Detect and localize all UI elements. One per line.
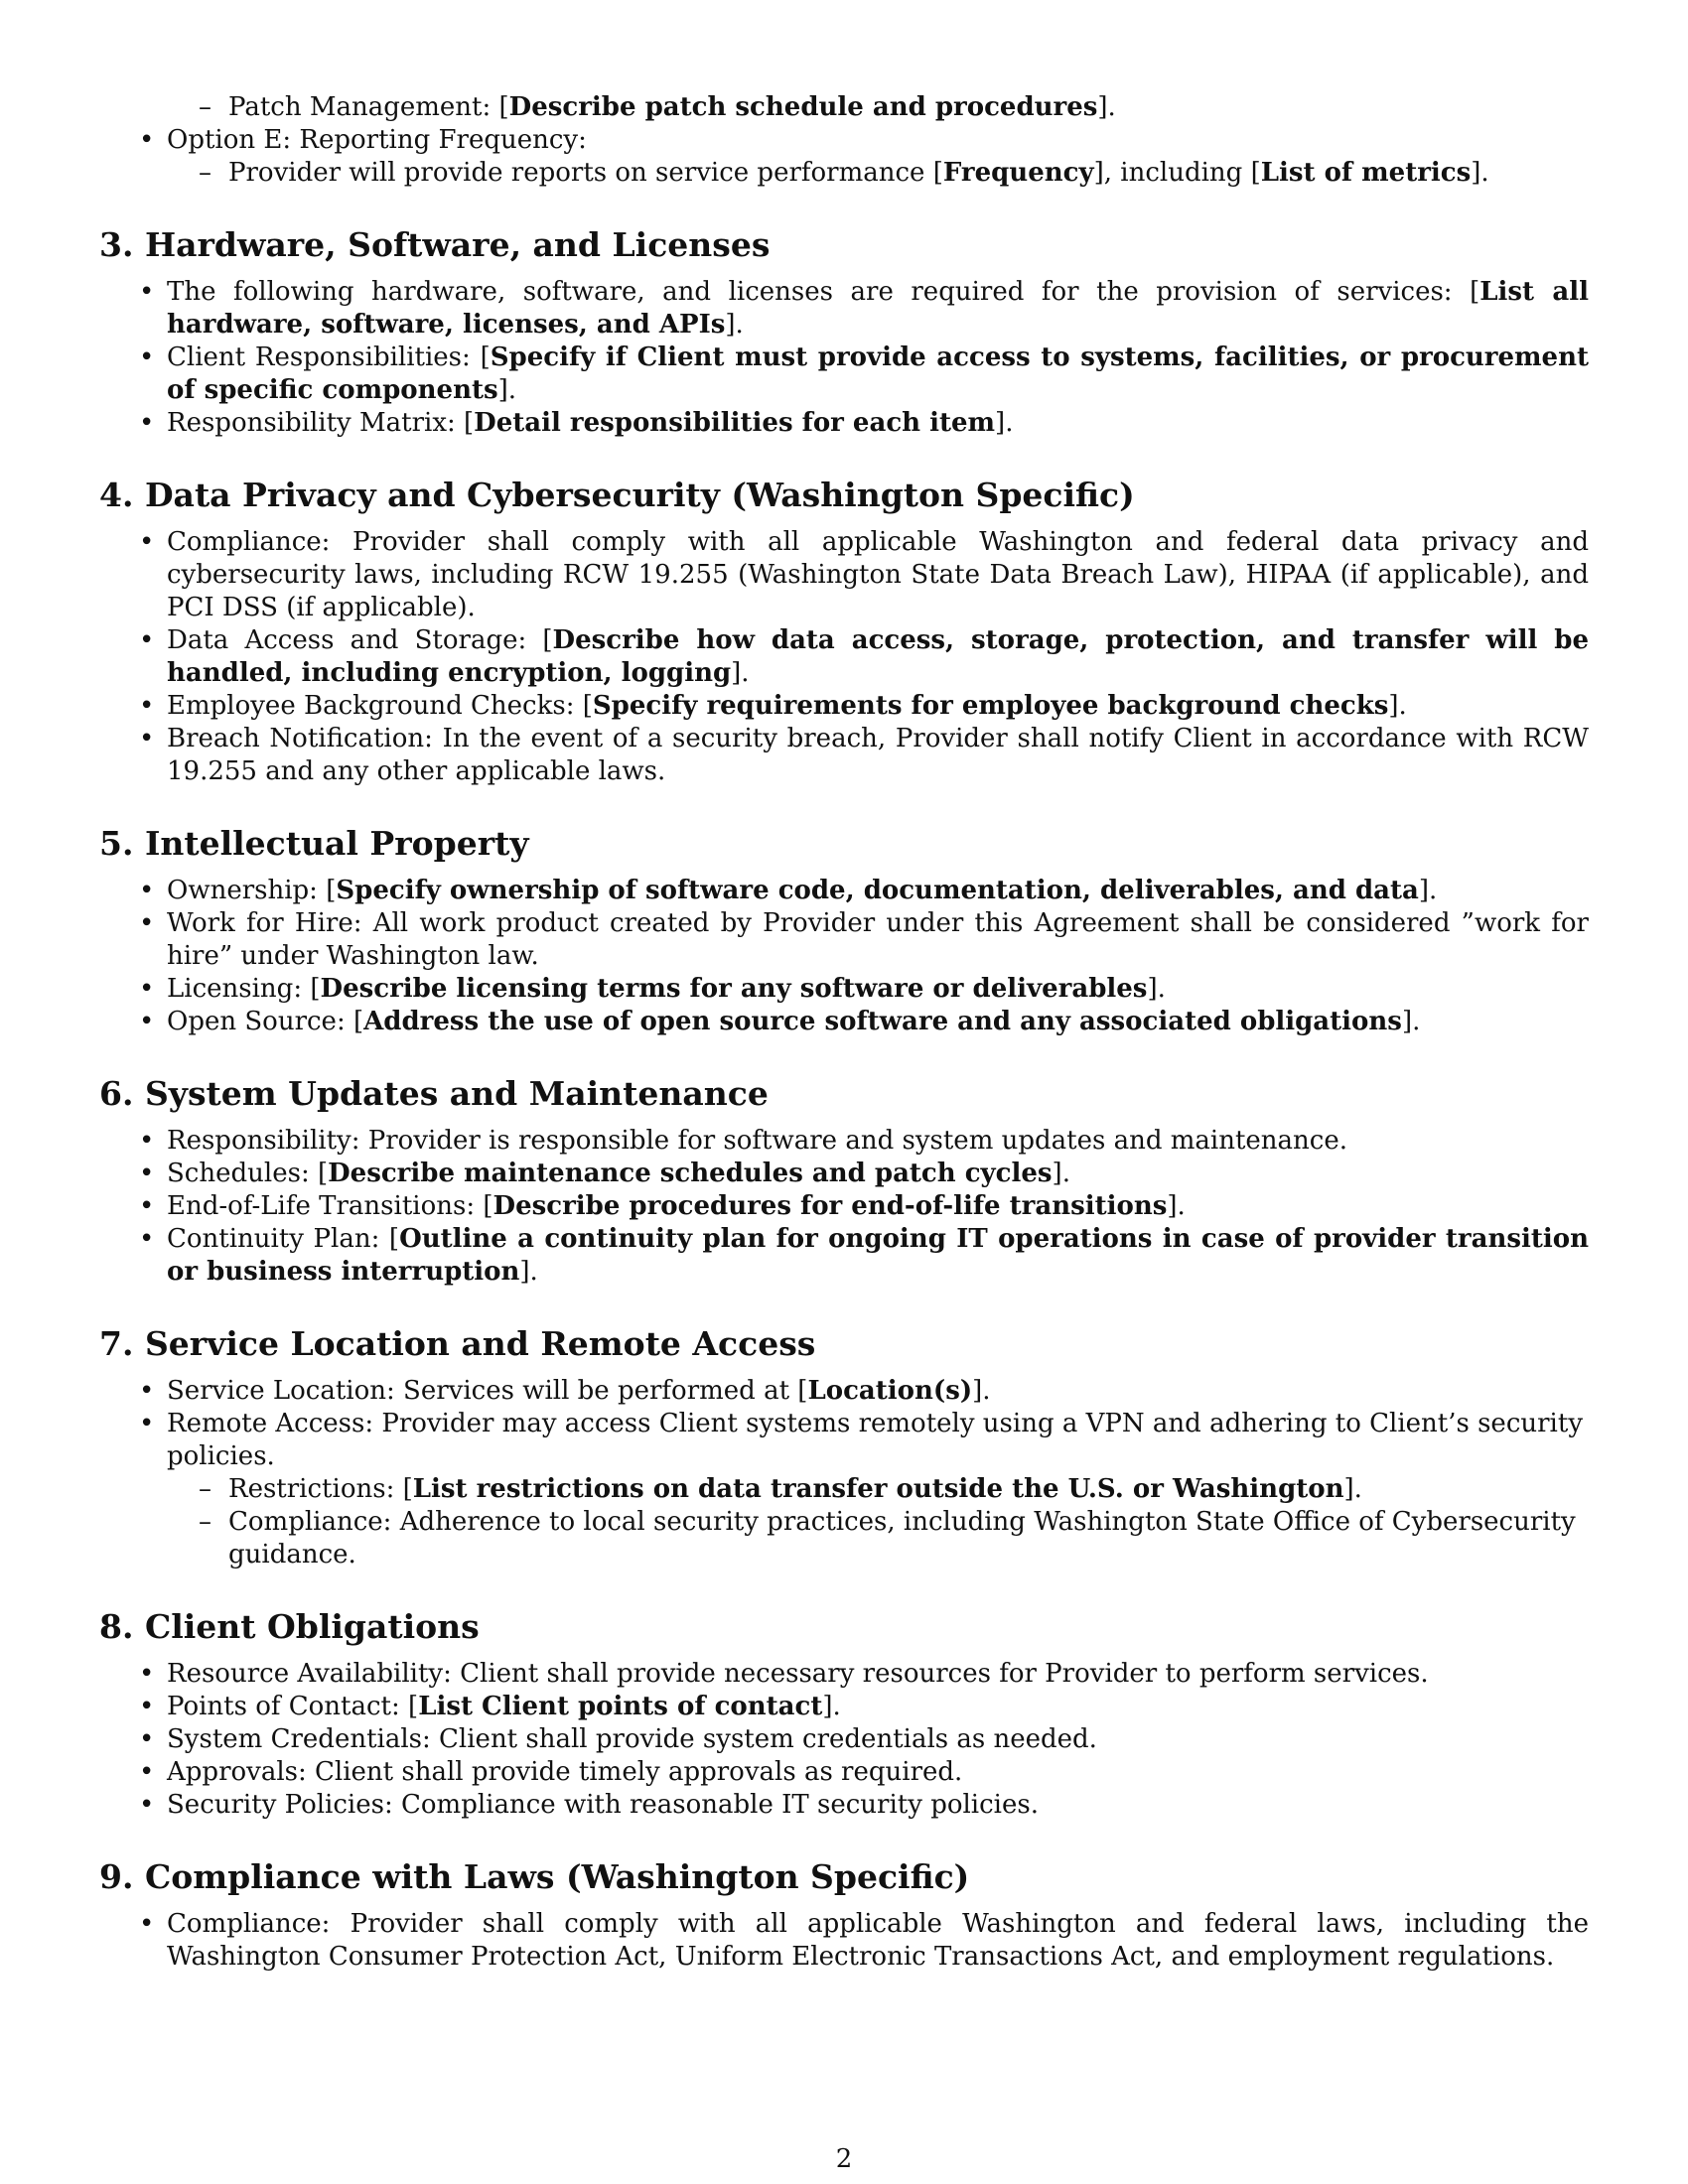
section-8	[99, 1607, 1589, 1822]
page-number: 2	[835, 2144, 853, 2174]
list-item: • Licensing: [Describe licensing terms for any software or deliverables].	[99, 973, 1589, 1006]
list-subitem: – Compliance: Adherence to local security practices, including Washington State Office of Cybersecurity guidance.	[99, 1506, 1589, 1571]
section-4	[99, 476, 1589, 788]
section-5-list	[99, 875, 1589, 1038]
section-6	[99, 1074, 1589, 1289]
section-9	[99, 1857, 1589, 1974]
list-item: • Points of Contact: [List Client points of contact].	[99, 1691, 1589, 1723]
list-item: • Employee Background Checks: [Specify requirements for employee background checks].	[99, 690, 1589, 723]
section-6-heading: 6. System Updates and Maintenance	[99, 1074, 769, 1113]
list-item: • Compliance: Provider shall comply with all applicable Washington and federal laws, including the Washington Consumer Protection Act, Uniform Electronic Transactions Act, and employment regulations.	[99, 1908, 1589, 1974]
list-subitem-patch-management: – Patch Management: [Describe patch schedule and procedures].	[99, 91, 1589, 124]
section-9-heading: 9. Compliance with Laws (Washington Specific)	[99, 1857, 970, 1896]
list-item: • Compliance: Provider shall comply with all applicable Washington and federal data privacy and cybersecurity laws, including RCW 19.255 (Washington State Data Breach Law), HIPAA (if applicable), and PCI DSS (if applicable).	[99, 526, 1589, 624]
list-subitem: – Restrictions: [List restrictions on data transfer outside the U.S. or Washington].	[99, 1473, 1589, 1506]
list-item-option-e: • Option E: Reporting Frequency:	[99, 124, 1589, 157]
section-5-heading: 5. Intellectual Property	[99, 824, 529, 863]
list-item: • The following hardware, software, and licenses are required for the provision of services: [List all hardware, software, licenses, and APIs].	[99, 276, 1589, 341]
list-item: • Responsibility: Provider is responsible for software and system updates and maintenance.	[99, 1125, 1589, 1158]
section-7-list	[99, 1375, 1589, 1571]
list-item: • End-of-Life Transitions: [Describe procedures for end-of-life transitions].	[99, 1190, 1589, 1223]
section-5	[99, 824, 1589, 1038]
list-subitem-reports: – Provider will provide reports on service performance [Frequency], including [List of metrics].	[99, 157, 1589, 190]
list-item: • Schedules: [Describe maintenance schedules and patch cycles].	[99, 1158, 1589, 1190]
list-item: • System Credentials: Client shall provide system credentials as needed.	[99, 1723, 1589, 1756]
list-item: • Data Access and Storage: [Describe how data access, storage, protection, and transfer will be handled, including encryption, logging].	[99, 624, 1589, 690]
section-8-heading: 8. Client Obligations	[99, 1607, 480, 1646]
list-item: • Open Source: [Address the use of open source software and any associated obligations].	[99, 1006, 1589, 1038]
list-item: • Client Responsibilities: [Specify if Client must provide access to systems, facilities, or procurement of specific components].	[99, 341, 1589, 407]
list-item: • Security Policies: Compliance with reasonable IT security policies.	[99, 1789, 1589, 1822]
section-7	[99, 1324, 1589, 1571]
section-4-heading: 4. Data Privacy and Cybersecurity (Washington Specific)	[99, 476, 1135, 514]
section-4-list	[99, 526, 1589, 788]
list-item: • Resource Availability: Client shall provide necessary resources for Provider to perform services.	[99, 1658, 1589, 1691]
section-9-list	[99, 1908, 1589, 1974]
section-3-list	[99, 276, 1589, 440]
list-item: • Approvals: Client shall provide timely approvals as required.	[99, 1756, 1589, 1789]
section-8-list	[99, 1658, 1589, 1822]
continued-list	[99, 91, 1589, 190]
section-6-list	[99, 1125, 1589, 1289]
list-item: • Remote Access: Provider may access Client systems remotely using a VPN and adhering to Client’s security policies.	[99, 1408, 1589, 1473]
section-7-heading: 7. Service Location and Remote Access	[99, 1324, 816, 1363]
list-item: • Continuity Plan: [Outline a continuity plan for ongoing IT operations in case of provider transition or business interruption].	[99, 1223, 1589, 1289]
section-3-heading: 3. Hardware, Software, and Licenses	[99, 225, 771, 264]
list-item: • Breach Notification: In the event of a security breach, Provider shall notify Client in accordance with RCW 19.255 and any other applicable laws.	[99, 723, 1589, 788]
list-item: • Responsibility Matrix: [Detail responsibilities for each item].	[99, 407, 1589, 440]
list-item: • Ownership: [Specify ownership of software code, documentation, deliverables, and data].	[99, 875, 1589, 907]
list-item: • Service Location: Services will be performed at [Location(s)].	[99, 1375, 1589, 1408]
document-body	[99, 91, 1589, 1974]
section-3	[99, 225, 1589, 440]
list-item: • Work for Hire: All work product created by Provider under this Agreement shall be considered ”work for hire” under Washington law.	[99, 907, 1589, 973]
